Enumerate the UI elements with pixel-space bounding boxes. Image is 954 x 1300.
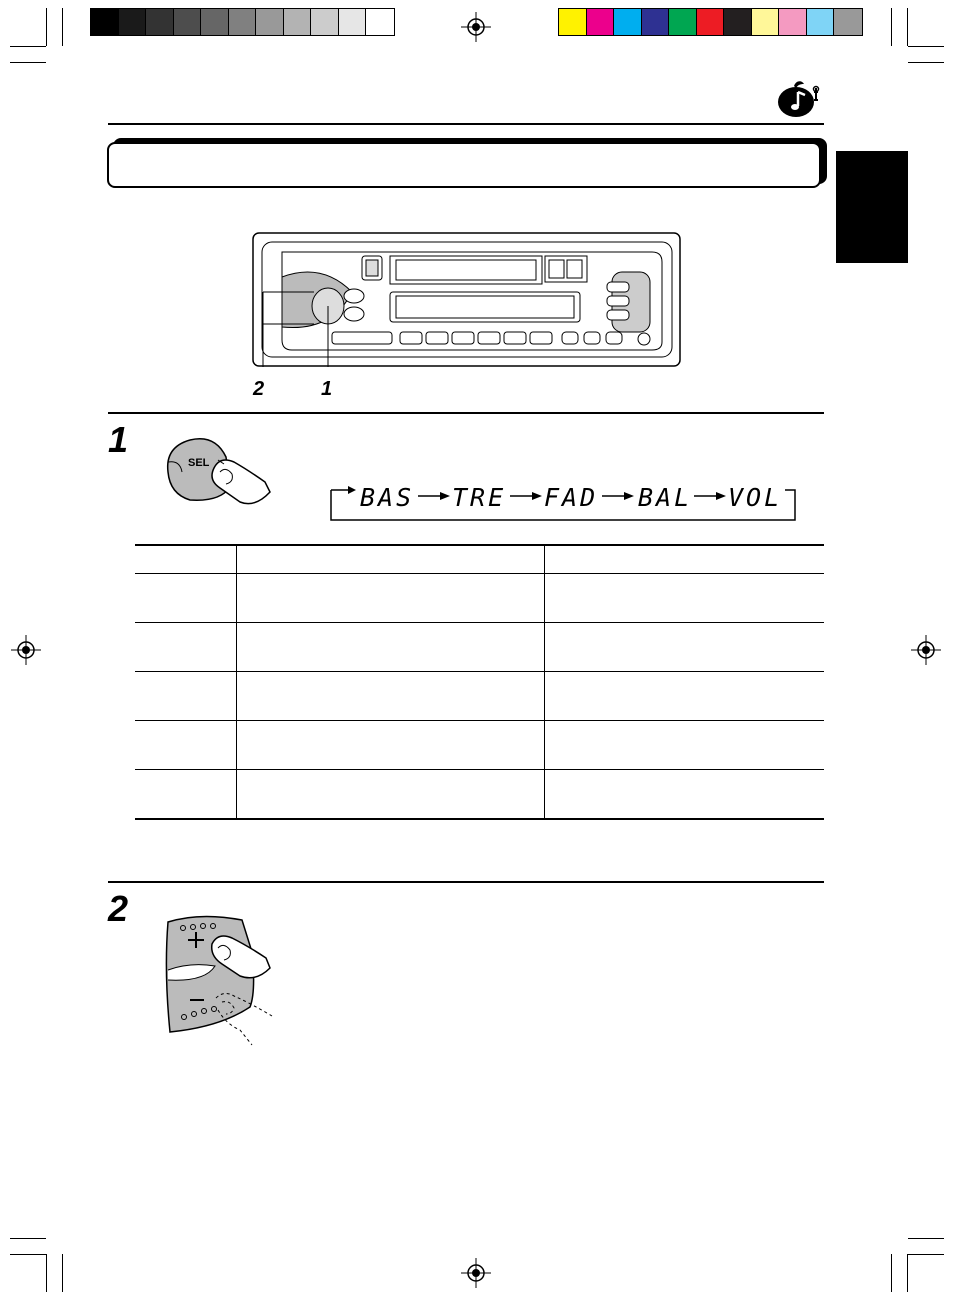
color-swatch [724, 9, 752, 35]
top-rule [108, 123, 824, 125]
color-swatch [614, 9, 642, 35]
color-swatch [119, 9, 147, 35]
language-side-tab [836, 151, 908, 263]
color-swatch [697, 9, 725, 35]
crosshair-registration-icon [461, 12, 491, 42]
sel-button-press-illustration [160, 432, 272, 510]
color-swatch [587, 9, 615, 35]
color-swatch [559, 9, 587, 35]
color-swatch [834, 9, 862, 35]
sound-settings-table [135, 544, 824, 820]
mode-tre: TRE [452, 483, 507, 512]
section-header-box [107, 142, 821, 188]
color-swatch [201, 9, 229, 35]
table-row [135, 721, 824, 770]
table-header-row [135, 545, 824, 574]
callout-1: 1 [321, 378, 333, 400]
mode-vol: VOL [728, 483, 783, 512]
table-row [135, 672, 824, 721]
color-swatch [174, 9, 202, 35]
grayscale-calibration-bar [90, 8, 395, 36]
step1-number: 1 [108, 419, 129, 460]
process-color-calibration-bar [558, 8, 863, 36]
color-swatch [366, 9, 394, 35]
color-swatch [669, 9, 697, 35]
color-swatch [752, 9, 780, 35]
color-swatch [256, 9, 284, 35]
color-swatch [229, 9, 257, 35]
color-swatch [284, 9, 312, 35]
step1-rule [108, 412, 824, 414]
sel-button-label: SEL [188, 457, 210, 469]
crosshair-registration-icon [461, 1258, 491, 1288]
plus-minus-button-press-illustration [160, 912, 275, 1047]
color-swatch [311, 9, 339, 35]
table-row [135, 574, 824, 623]
mode-sequence-diagram [330, 480, 800, 524]
mode-bal: BAL [638, 483, 693, 512]
car-stereo-panel-illustration [252, 232, 682, 368]
crosshair-registration-icon [911, 635, 941, 665]
table-row [135, 770, 824, 820]
table-row [135, 623, 824, 672]
crosshair-registration-icon [11, 635, 41, 665]
mode-bas: BAS [360, 483, 415, 512]
color-swatch [807, 9, 835, 35]
color-swatch [91, 9, 119, 35]
step2-rule [108, 881, 824, 883]
color-swatch [779, 9, 807, 35]
color-swatch [146, 9, 174, 35]
music-note-icon [774, 78, 822, 120]
step2-number: 2 [108, 888, 129, 929]
color-swatch [642, 9, 670, 35]
color-swatch [339, 9, 367, 35]
mode-fad: FAD [544, 483, 599, 512]
callout-2: 2 [253, 378, 265, 400]
